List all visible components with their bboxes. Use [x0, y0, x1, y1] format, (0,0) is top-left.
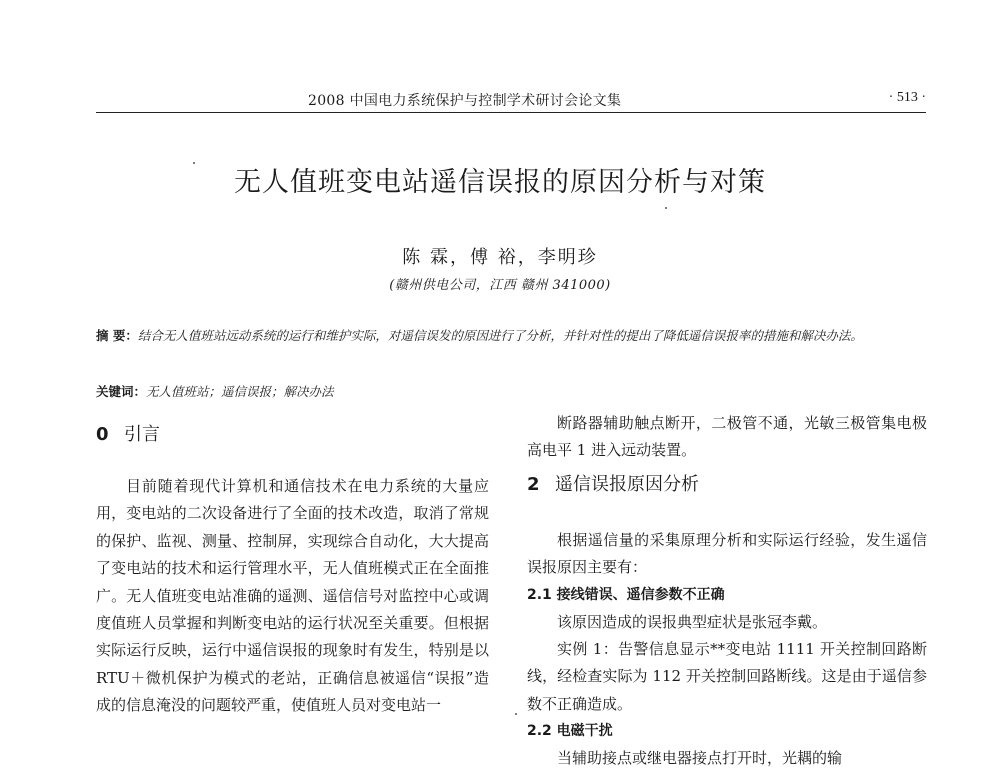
section-title: 遥信误报原因分析: [555, 473, 699, 495]
abstract-label: 摘 要：: [96, 328, 138, 343]
section-title: 引言: [124, 424, 160, 445]
left-column: [96, 425, 489, 720]
subsection-heading-2-1: 2.1 接线错误、遥信参数不正确: [527, 586, 725, 603]
keywords-text: 无人值班站；遥信误报；解决办法: [146, 384, 334, 399]
header-rule: [96, 112, 926, 113]
abstract: [96, 322, 926, 349]
scan-speck: [515, 713, 517, 715]
intro-paragraph: 目前随着现代计算机和通信技术在电力系统的大量应用，变电站的二次设备进行了全面的技术改造，取消了常规的保护、监视、测量、控制屏，实现综合自动化，大大提高了变电站的技术和运行管理水平，无人值班模式正在全面推广。无人值班变电站准确的遥测、遥信信号对监控中心或调度值班人员掌握和判断变电站的运行状况至关重要。但根据实际运行反映，运行中遥信误报的现象时有发生，特别是以 RTU＋微机保护为模式的老站，正确信息被遥信“误报”造成的信息淹没的问题较严重，使值班人员对变电站一: [96, 477, 489, 715]
subsection-2-2-paragraph-1: 当辅助接点或继电器接点打开时，光耦的输: [557, 749, 843, 768]
section-number: 2: [527, 473, 540, 495]
scan-speck: [193, 162, 195, 164]
continued-paragraph: 断路器辅助触点断开，二极管不通，光敏三极管集电极高电平 1 进入远动装置。: [527, 414, 927, 460]
subsection-2-1-paragraph-1: 该原因造成的误报典型症状是张冠李戴。: [557, 612, 828, 631]
author-affiliation: (赣州供电公司，江西 赣州 341000): [389, 278, 611, 293]
subsection-heading-2-2: 2.2 电磁干扰: [527, 723, 613, 740]
scan-speck: [665, 207, 667, 209]
running-header: [96, 90, 926, 116]
paper-authors: 陈 霖，傅 裕，李明珍: [402, 247, 598, 268]
keywords-label: 关键词：: [96, 384, 147, 399]
right-column: [527, 410, 927, 773]
section-heading-analysis: [527, 475, 927, 511]
page-number: · 513 ·: [888, 90, 926, 105]
keywords: [96, 382, 926, 400]
section-heading-intro: [96, 425, 489, 461]
section-number: 0: [96, 424, 109, 445]
abstract-text: 结合无人值班站远动系统的运行和维护实际，对遥信误发的原因进行了分析，并针对性的提出了降低遥信误报率的措施和解决办法。: [137, 328, 863, 343]
subsection-2-1-paragraph-2: 实例 1：告警信息显示**变电站 1111 开关控制回路断线，经检查实际为 112 开关控制回路断线。这是由于遥信参数不正确造成。: [527, 640, 927, 713]
analysis-intro-paragraph: 根据遥信量的采集原理分析和实际运行经验，发生遥信误报原因主要有：: [527, 530, 927, 577]
journal-title: 2008 中国电力系统保护与控制学术研讨会论文集: [308, 93, 622, 109]
paper-title: 无人值班变电站遥信误报的原因分析与对策: [234, 167, 766, 198]
